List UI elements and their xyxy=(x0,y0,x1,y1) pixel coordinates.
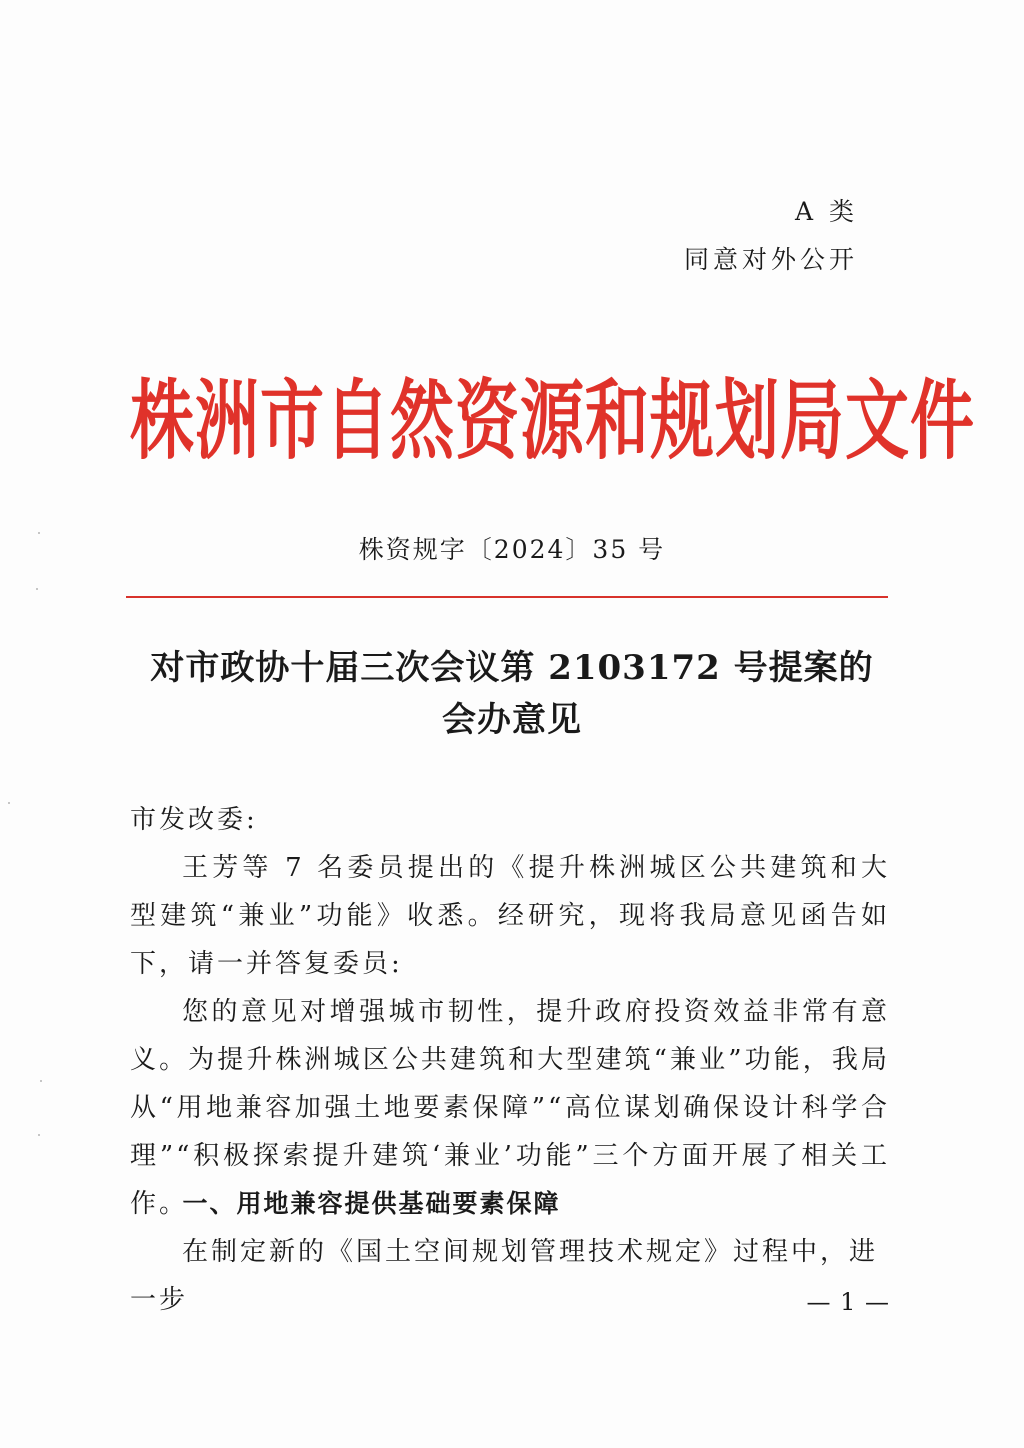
scan-speck xyxy=(40,1080,42,1082)
scan-speck xyxy=(38,532,40,534)
document-title xyxy=(0,642,1024,746)
paragraph-3: 在制定新的《国土空间规划管理技术规定》过程中，进一步 xyxy=(130,1237,879,1315)
scan-speck xyxy=(8,802,10,804)
scan-speck xyxy=(36,588,38,590)
issuer-banner: 株洲市自然资源和规划局文件 xyxy=(130,372,975,473)
classification-label: A 类 xyxy=(794,197,858,226)
paragraph-2: 您的意见对增强城市韧性，提升政府投资效益非常有意义。为提升株洲城区公共建筑和大型建筑“兼业”功能，我局从“用地兼容加强土地要素保障”“高位谋划确保设计科学合理”“积极探索提升建筑‘兼业’功能”三个方面开展了相关工作。 xyxy=(130,997,890,1219)
page-number: — 1 — xyxy=(806,1288,890,1316)
document-number: 株资规字〔2024〕35 号 xyxy=(358,535,666,564)
title-line-2: 会办意见 xyxy=(442,700,582,740)
red-divider xyxy=(126,596,888,598)
title-line-1: 对市政协十届三次会议第 2103172 号提案的 xyxy=(150,648,874,688)
paragraph-1: 王芳等 7 名委员提出的《提升株洲城区公共建筑和大型建筑“兼业”功能》收悉。经研究，现将我局意见函告如下，请一并答复委员: xyxy=(130,853,890,979)
salutation: 市发改委: xyxy=(130,805,258,835)
disclosure-label: 同意对外公开 xyxy=(683,245,858,274)
section-heading-1: 一、用地兼容提供基础要素保障 xyxy=(182,1189,561,1218)
scan-speck xyxy=(38,1134,40,1136)
